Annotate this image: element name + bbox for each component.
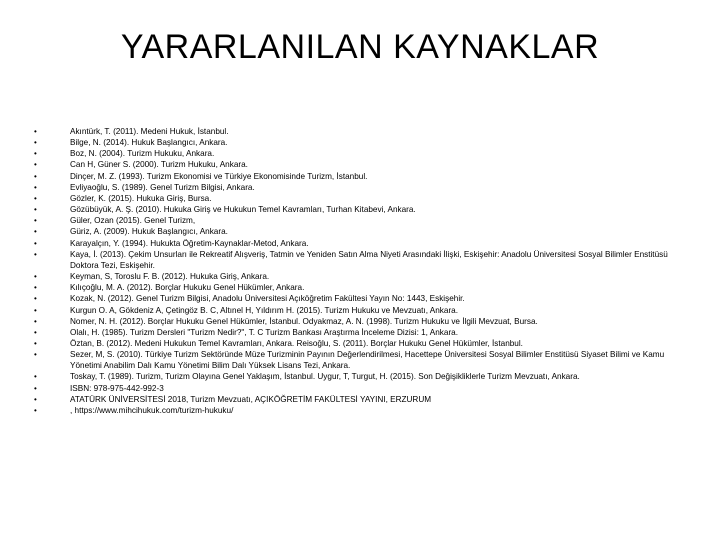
bullet-icon: • bbox=[34, 294, 37, 304]
reference-item bbox=[34, 126, 674, 137]
reference-text: Boz, N. (2004). Turizm Hukuku, Ankara. bbox=[70, 149, 215, 159]
bullet-icon: • bbox=[34, 216, 37, 226]
reference-text: Bilge, N. (2014). Hukuk Başlangıcı, Ankara. bbox=[70, 138, 228, 148]
bullet-icon: • bbox=[34, 182, 37, 192]
reference-item bbox=[34, 226, 674, 237]
reference-item bbox=[34, 148, 674, 159]
reference-text: Evliyaoğlu, S. (1989). Genel Turizm Bilgisi, Ankara. bbox=[70, 182, 255, 192]
reference-text: Gözübüyük, A. Ş. (2010). Hukuka Giriş ve Hukukun Temel Kavramları, Turhan Kitabevi, Ankara. bbox=[70, 205, 416, 215]
reference-text: Kozak, N. (2012). Genel Turizm Bilgisi, Anadolu Üniversitesi Açıköğretim Fakültesi Yayın No: 1443, Eskişehir. bbox=[70, 294, 465, 304]
reference-item bbox=[34, 204, 674, 215]
reference-text: Kılıçoğlu, M. A. (2012). Borçlar Hukuku Genel Hükümler, Ankara. bbox=[70, 283, 305, 293]
reference-item bbox=[34, 137, 674, 148]
reference-text: Akıntürk, T. (2011). Medeni Hukuk, İstanbul. bbox=[70, 127, 229, 136]
reference-item bbox=[34, 215, 674, 226]
reference-text: Karayalçın, Y. (1994). Hukukta Öğretim-Kaynaklar-Metod, Ankara. bbox=[70, 238, 309, 248]
bullet-icon: • bbox=[34, 372, 37, 382]
bullet-icon: • bbox=[34, 249, 37, 259]
bullet-icon: • bbox=[34, 160, 37, 170]
reference-text: Sezer, M, S. (2010). Türkiye Turizm Sektöründe Müze Turizminin Payının Değerlendirilmesi, Hacettepe Üniversitesi Sosyal Bilimler Enstitüsü Siyaset Bilimi ve Kamu Yönetimi Anabilim Dalı Kamu Yönetimi Bilim Dalı Yüksek Lisans Tezi, Ankara. bbox=[70, 350, 665, 371]
reference-text: ISBN: 978-975-442-992-3 bbox=[70, 383, 164, 393]
reference-text: Kurgun O. A, Gökdeniz A, Çetingöz B. C, Altınel H, Yıldırım H. (2015). Turizm Hukuku ve Mevzuatı, Ankara. bbox=[70, 305, 459, 315]
reference-item bbox=[34, 305, 674, 316]
bullet-icon: • bbox=[34, 316, 37, 326]
reference-text: Öztan, B. (2012). Medeni Hukukun Temel Kavramları, Ankara. Reisoğlu, S. (2011). Borçlar Hukuku Genel Hükümler, İstanbul. bbox=[70, 338, 523, 348]
reference-item bbox=[34, 282, 674, 293]
reference-text: , https://www.mihcihukuk.com/turizm-hukuku/ bbox=[70, 405, 234, 415]
reference-item bbox=[34, 171, 674, 182]
reference-item bbox=[34, 193, 674, 204]
reference-item bbox=[34, 338, 674, 349]
reference-text: Keyman, S, Toroslu F. B. (2012). Hukuka Giriş, Ankara. bbox=[70, 272, 270, 282]
bullet-icon: • bbox=[34, 149, 37, 159]
bullet-icon: • bbox=[34, 127, 37, 136]
bullet-icon: • bbox=[34, 383, 37, 393]
reference-item bbox=[34, 249, 674, 271]
reference-item bbox=[34, 327, 674, 338]
reference-text: Toskay, T. (1989). Turizm, Turizm Olayına Genel Yaklaşım, İstanbul. Uygur, T, Turgut, H. (2015). Son Değişikliklerle Turizm Mevzuatı, Ankara. bbox=[70, 372, 580, 382]
bullet-icon: • bbox=[34, 238, 37, 248]
bullet-icon: • bbox=[34, 350, 37, 360]
bullet-icon: • bbox=[34, 305, 37, 315]
reference-item bbox=[34, 271, 674, 282]
reference-text: Kaya, İ. (2013). Çekim Unsurları ile Rekreatif Alışveriş, Tatmin ve Yeniden Satın Alma Niyeti Arasındaki İlişki, Eskişehir: Anadolu Üniversitesi Sosyal Bilimler Enstitüsü Doktora Tezi, Eskişehir. bbox=[70, 249, 668, 270]
reference-text: Güriz, A. (2009). Hukuk Başlangıcı, Ankara. bbox=[70, 227, 228, 237]
reference-text: Nomer, N. H. (2012). Borçlar Hukuku Genel Hükümler, İstanbul. Odyakmaz, A. N. (1998). Turizm Hukuku ve İlgili Mevzuat, Bursa. bbox=[70, 316, 538, 326]
reference-text: Gözler, K. (2015). Hukuka Giriş, Bursa. bbox=[70, 193, 212, 203]
reference-text: Güler, Ozan (2015). Genel Turizm, bbox=[70, 216, 196, 226]
reference-item bbox=[34, 238, 674, 249]
reference-item bbox=[34, 371, 674, 382]
bullet-icon: • bbox=[34, 227, 37, 237]
bullet-icon: • bbox=[34, 327, 37, 337]
reference-list bbox=[34, 126, 674, 416]
reference-item bbox=[34, 383, 674, 394]
bullet-icon: • bbox=[34, 338, 37, 348]
bullet-icon: • bbox=[34, 193, 37, 203]
bullet-icon: • bbox=[34, 394, 37, 404]
reference-item bbox=[34, 293, 674, 304]
bullet-icon: • bbox=[34, 272, 37, 282]
bullet-icon: • bbox=[34, 283, 37, 293]
bullet-icon: • bbox=[34, 138, 37, 148]
reference-item bbox=[34, 182, 674, 193]
bullet-icon: • bbox=[34, 205, 37, 215]
reference-item bbox=[34, 316, 674, 327]
reference-item bbox=[34, 394, 674, 405]
bullet-icon: • bbox=[34, 405, 37, 415]
reference-item bbox=[34, 405, 674, 416]
reference-text: ATATÜRK ÜNİVERSİTESİ 2018, Turizm Mevzuatı, AÇIKÖĞRETİM FAKÜLTESİ YAYINI, ERZURUM bbox=[70, 394, 432, 404]
reference-text: Can H, Güner S. (2000). Turizm Hukuku, Ankara. bbox=[70, 160, 248, 170]
bullet-icon: • bbox=[34, 171, 37, 181]
reference-item bbox=[34, 159, 674, 170]
reference-item bbox=[34, 349, 674, 371]
reference-text: Olalı, H. (1985). Turizm Dersleri "Turizm Nedir?", T. C Turizm Bankası Araştırma İnceleme Dizisi: 1, Ankara. bbox=[70, 327, 458, 337]
reference-text: Dinçer, M. Z. (1993). Turizm Ekonomisi ve Türkiye Ekonomisinde Turizm, İstanbul. bbox=[70, 171, 368, 181]
slide-title: YARARLANILAN KAYNAKLAR bbox=[120, 28, 600, 66]
